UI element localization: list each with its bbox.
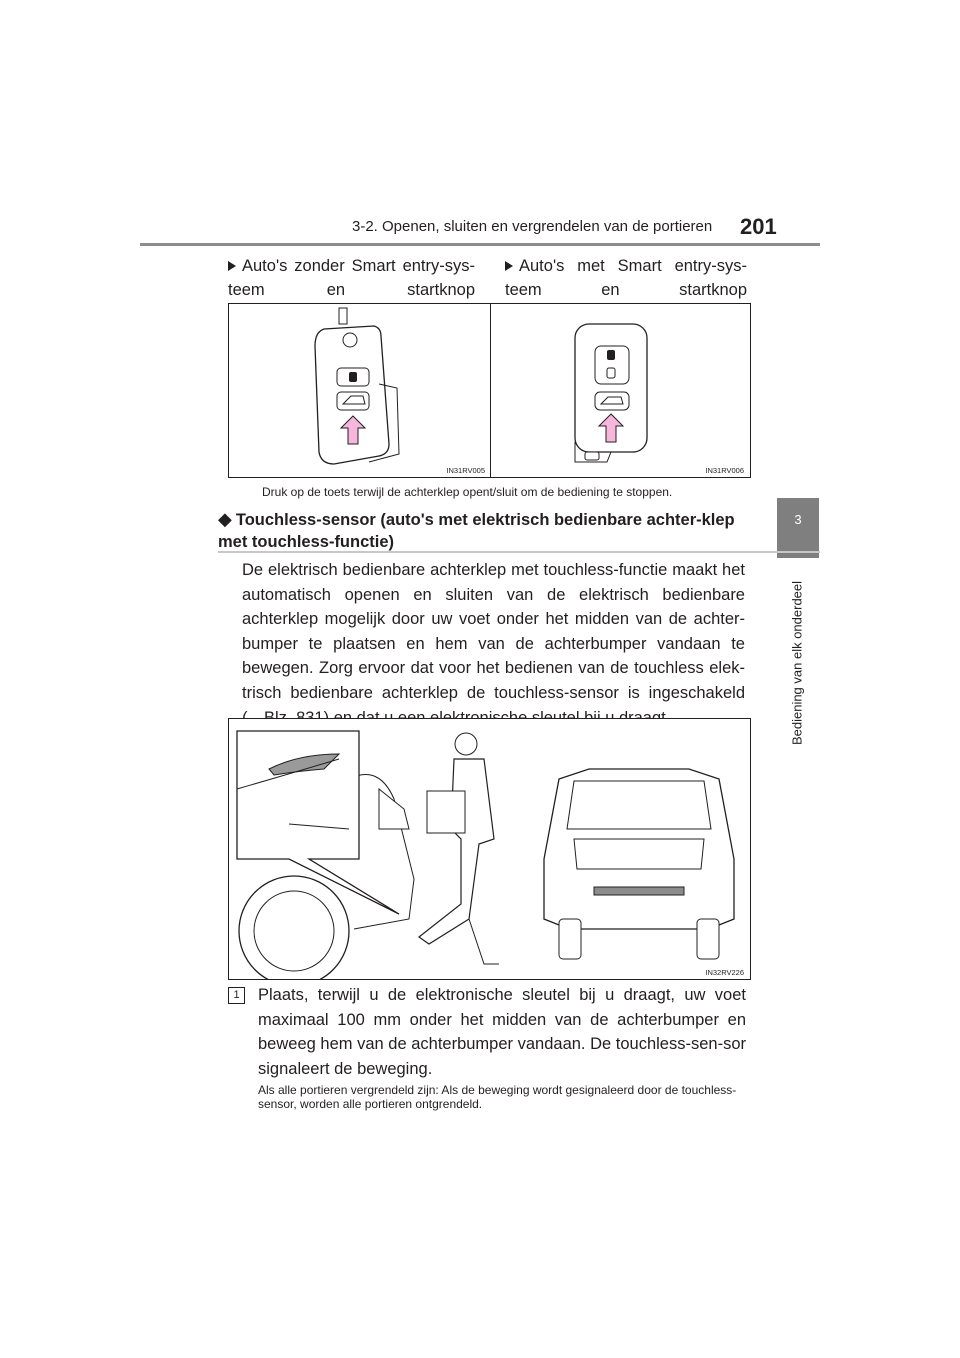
- figure-caption: Druk op de toets terwijl de achterklep opent/sluit om de bediening te stoppen.: [262, 485, 673, 499]
- figure-code: IN31RV006: [705, 466, 744, 475]
- variant-right-heading: Auto's met Smart entry-sys-teem en startknop: [505, 257, 747, 299]
- touchless-illustration: [229, 719, 750, 979]
- triangle-bullet-icon: [228, 261, 236, 271]
- heading-rule: [218, 551, 820, 553]
- page-number: 201: [740, 214, 777, 239]
- chapter-tab: 3: [777, 498, 819, 558]
- diamond-bullet-icon: ◆: [218, 509, 232, 529]
- step-note: Als alle portieren vergrendeld zijn: Als de beweging wordt gesignaleerd door de touchless-sensor, worden alle portieren ontgrendeld.: [258, 1083, 737, 1111]
- section-body: De elektrisch bedienbare achterklep met touchless-functie maakt het automatisch openen en sluiten van de elektrisch bedienbare achterklep mogelijk door uw voet onder het midden van de achter-bumper te plaatsen en hem van de achterbumper vandaan te bewegen. Zorg ervoor dat voor het bedienen van de touchless elek-trisch bedienbare achterklep de touchless-sensor is ingeschakeld: [242, 561, 745, 702]
- step-text: Plaats, terwijl u de elektronische sleutel bij u draagt, uw voet maximaal 100 mm onder het midden van de achterbumper en beweeg hem van de achterbumper vandaan. De touchless-sen-sor signaleert de beweging.: [258, 986, 746, 1078]
- step-number-badge: 1: [228, 987, 245, 1004]
- smart-key-illustration: [491, 304, 750, 477]
- triangle-bullet-icon: [505, 261, 513, 271]
- section-heading: ◆ Touchless-sensor (auto's met elektrisch bedienbare achter-klep met touchless-functie): [218, 509, 735, 551]
- running-header: 3-2. Openen, sluiten en vergrendelen van de portieren: [352, 218, 713, 235]
- figure-key-smart: [490, 303, 751, 478]
- figure-key-flip: [228, 303, 492, 478]
- figure-code: IN32RV226: [705, 968, 744, 977]
- figure-code: IN31RV005: [446, 466, 485, 475]
- figure-touchless-sensor: [228, 718, 751, 980]
- header-rule: [140, 243, 820, 246]
- chapter-side-label: Bediening van elk onderdeel: [789, 580, 805, 745]
- flip-key-illustration: [229, 304, 491, 477]
- variant-left-heading: Auto's zonder Smart entry-sys-teem en startknop: [228, 257, 475, 299]
